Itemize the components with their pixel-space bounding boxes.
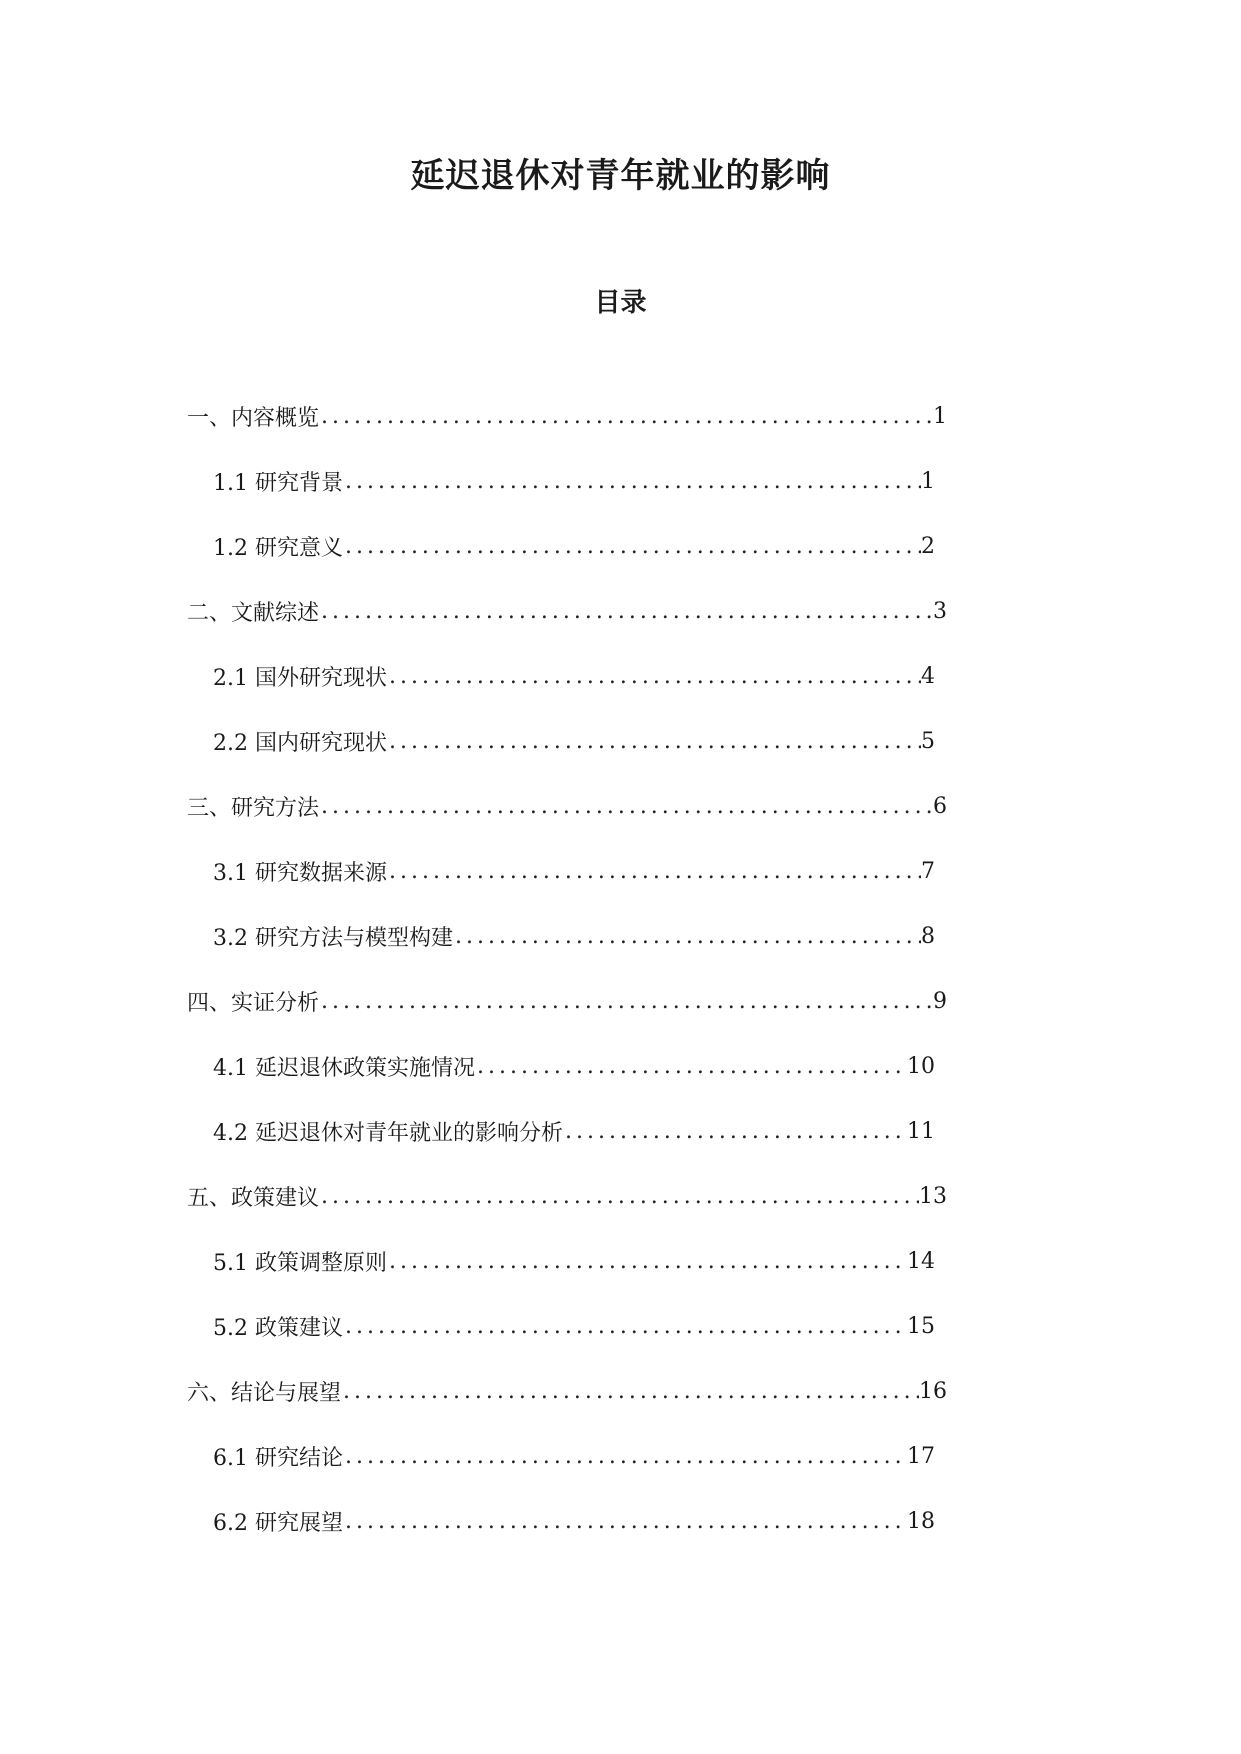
toc-entry-label: 4.1 延迟退休政策实施情况 [213,1056,475,1081]
toc-dot-leader [319,794,933,819]
toc-dot-leader [319,989,933,1014]
toc-entry[interactable] [187,904,947,969]
toc-dot-leader [343,1444,907,1469]
toc-entry[interactable] [187,449,947,514]
toc-dot-leader [343,469,921,494]
document-title: 延迟退休对青年就业的影响 [410,156,831,196]
toc-entry-page: 2 [921,534,935,559]
toc-entry-page: 10 [907,1054,935,1079]
toc-entry-page: 11 [907,1119,935,1144]
toc-entry-page: 5 [921,729,935,754]
toc-entry-label: 六、结论与展望 [187,1381,342,1406]
toc-entry[interactable] [187,839,947,904]
toc-entry-label: 四、实证分析 [187,991,320,1016]
toc-entry-label: 1.1 研究背景 [213,471,343,496]
toc-dot-leader [387,1249,907,1274]
toc-entry-label: 2.2 国内研究现状 [213,731,387,756]
toc-entry-label: 4.2 延迟退休对青年就业的影响分析 [213,1121,563,1146]
table-of-contents [187,384,947,1554]
toc-dot-leader [563,1119,907,1144]
toc-entry[interactable] [187,384,947,449]
toc-entry[interactable] [187,1294,947,1359]
toc-entry-page: 9 [933,989,947,1014]
toc-entry-label: 1.2 研究意义 [213,536,343,561]
toc-entry-page: 7 [921,859,935,884]
toc-dot-leader [453,924,921,949]
toc-dot-leader [343,1509,907,1534]
toc-entry-label: 一、内容概览 [187,406,320,431]
toc-entry-label: 5.2 政策建议 [213,1316,343,1341]
toc-entry-page: 15 [907,1314,935,1339]
toc-dot-leader [319,599,933,624]
toc-entry[interactable] [187,514,947,579]
toc-dot-leader [343,1314,907,1339]
toc-entry-page: 6 [933,794,947,819]
toc-heading: 目录 [594,288,647,318]
toc-entry[interactable] [187,969,947,1034]
toc-entry[interactable] [187,774,947,839]
toc-entry[interactable] [187,1099,947,1164]
toc-dot-leader [475,1054,907,1079]
toc-dot-leader [319,404,933,429]
toc-entry[interactable] [187,1359,947,1424]
toc-entry-page: 3 [933,599,947,624]
toc-entry[interactable] [187,1164,947,1229]
toc-entry[interactable] [187,579,947,644]
toc-dot-leader [341,1379,919,1404]
toc-entry-label: 五、政策建议 [187,1186,320,1211]
toc-dot-leader [387,664,921,689]
toc-entry-page: 1 [933,404,947,429]
toc-dot-leader [319,1184,919,1209]
toc-entry-label: 6.2 研究展望 [213,1511,343,1536]
toc-entry-label: 3.2 研究方法与模型构建 [213,926,453,951]
toc-entry-page: 14 [907,1249,935,1274]
toc-entry[interactable] [187,709,947,774]
toc-entry-label: 2.1 国外研究现状 [213,666,387,691]
toc-entry-page: 16 [919,1379,947,1404]
toc-entry-page: 4 [921,664,935,689]
toc-dot-leader [387,729,921,754]
toc-dot-leader [343,534,921,559]
toc-entry-label: 3.1 研究数据来源 [213,861,387,886]
toc-entry-page: 18 [907,1509,935,1534]
toc-entry[interactable] [187,644,947,709]
toc-entry-label: 三、研究方法 [187,796,320,821]
toc-entry[interactable] [187,1489,947,1554]
toc-entry-page: 13 [919,1184,947,1209]
toc-entry-page: 8 [921,924,935,949]
toc-entry-page: 1 [921,469,935,494]
toc-entry[interactable] [187,1229,947,1294]
toc-entry[interactable] [187,1034,947,1099]
toc-entry[interactable] [187,1424,947,1489]
toc-entry-label: 5.1 政策调整原则 [213,1251,387,1276]
toc-entry-label: 6.1 研究结论 [213,1446,343,1471]
toc-dot-leader [387,859,921,884]
toc-entry-page: 17 [907,1444,935,1469]
toc-entry-label: 二、文献综述 [187,601,320,626]
